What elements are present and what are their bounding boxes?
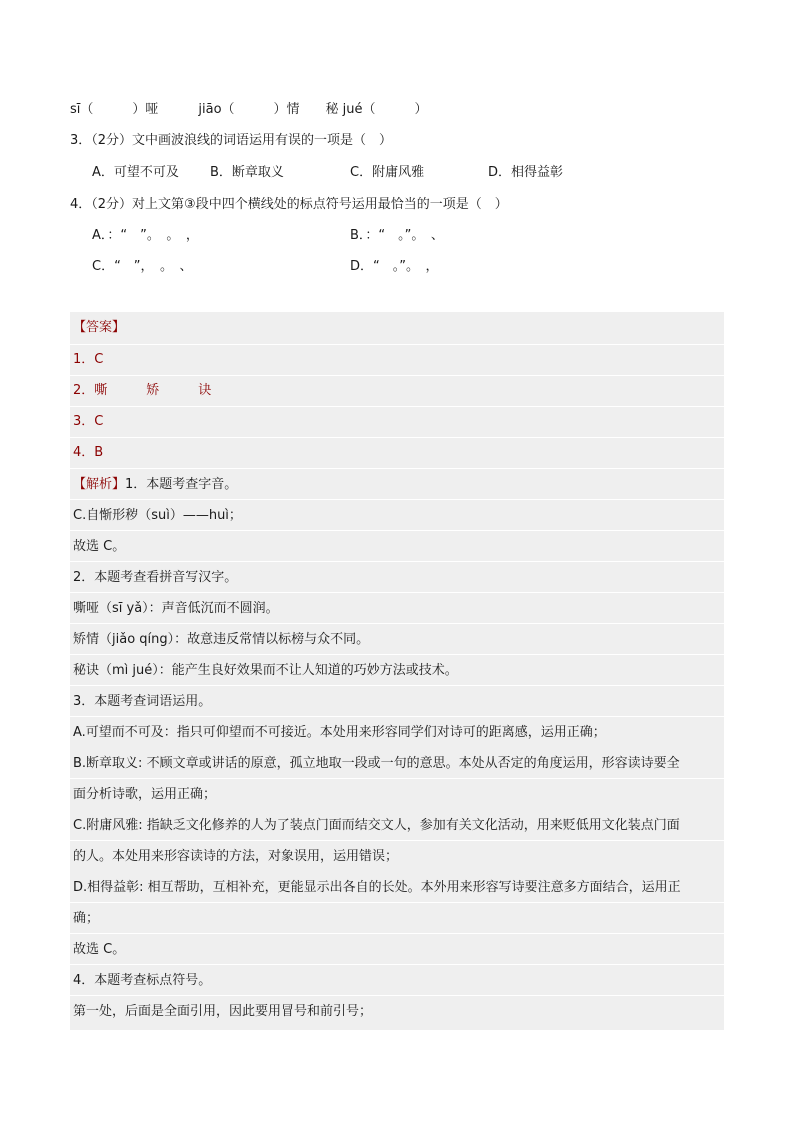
analysis-siya: 嘶哑（sī yǎ）：声音低沉而不圆润。 xyxy=(73,601,279,616)
question-3-stem: 3．（2分）文中画波浪线的词语运用有误的一项是（ ） xyxy=(70,133,393,148)
analysis-choose-c-2: 故选 C。 xyxy=(73,942,126,957)
q3-option-c: C．附庸风雅 xyxy=(350,165,425,180)
analysis-option-c-line2: 的人。本处用来形容读诗的方法，对象误用，运用错误； xyxy=(73,849,399,864)
analysis-option-a: A.可望而不可及：指只可仰望而不可接近。本处用来形容同学们对诗可的距离感，运用正确； xyxy=(73,725,606,740)
analysis-option-b-line2: 面分析诗歌，运用正确； xyxy=(73,787,217,802)
analysis-option-b-line1: B.断章取义: 不顾文章或讲话的原意，孤立地取一段或一句的意思。本处从否定的角度运用，形容读诗要全 xyxy=(73,756,680,771)
q4-option-b: B．：“ 。”。 、 xyxy=(350,228,444,243)
q3-option-a: A．可望不可及 xyxy=(92,165,179,180)
answer-4: 4．B xyxy=(73,445,104,460)
q3-option-d: D．相得益彰 xyxy=(488,165,564,180)
analysis-label: 【解析】 xyxy=(73,477,126,492)
answer-panel xyxy=(70,312,724,1030)
analysis-jiaoqing: 矫情（jiǎo qíng）：故意违反常情以标榜与众不同。 xyxy=(73,632,370,647)
analysis-1-text: 1．本题考查字音。 xyxy=(125,477,238,492)
analysis-3-title: 3．本题考查词语运用。 xyxy=(73,694,212,709)
pinyin-row xyxy=(70,102,428,118)
analysis-option-c-line1: C.附庸风雅: 指缺乏文化修养的人为了装点门面而结交文人，参加有关文化活动，用来贬低用文化装点门面 xyxy=(73,818,680,833)
pinyin-si: sī（ ）哑 xyxy=(70,102,159,117)
analysis-1 xyxy=(73,477,237,493)
answer-header: 【答案】 xyxy=(73,320,126,335)
analysis-4-title: 4．本题考查标点符号。 xyxy=(73,973,212,988)
analysis-first-blank: 第一处，后面是全面引用，因此要用冒号和前引号； xyxy=(73,1004,373,1019)
analysis-mijue: 秘诀（mì jué）：能产生良好效果而不让人知道的巧妙方法或技术。 xyxy=(73,663,458,678)
analysis-choose-c-1: 故选 C。 xyxy=(73,539,126,554)
analysis-option-d-line1: D.相得益彰: 相互帮助，互相补充，更能显示出各自的长处。本外用来形容写诗要注意多方面结合，运用正 xyxy=(73,880,681,895)
answer-3: 3．C xyxy=(73,414,104,429)
q4-option-d: D．“ 。”。 ， xyxy=(350,259,439,274)
analysis-2-title: 2．本题考查看拼音写汉字。 xyxy=(73,570,238,585)
answer-1: 1．C xyxy=(73,352,104,367)
pinyin-jue: 秘 jué（ ） xyxy=(325,102,428,117)
analysis-option-d-line2: 确； xyxy=(73,911,100,926)
question-4-stem: 4．（2分）对上文第③段中四个横线处的标点符号运用最恰当的一项是（ ） xyxy=(70,197,508,212)
q4-option-a: A．：“ ”。 。 ， xyxy=(92,228,199,243)
q3-option-b: B．断章取义 xyxy=(210,165,284,180)
answer-2: 2．嘶 矫 诀 xyxy=(73,383,212,398)
pinyin-jiao: jiāo（ ）情 xyxy=(198,102,300,117)
q4-option-c: C．“ ”， 。 、 xyxy=(92,259,193,274)
analysis-pron: C.自惭形秽（suì）——huì； xyxy=(73,508,242,523)
